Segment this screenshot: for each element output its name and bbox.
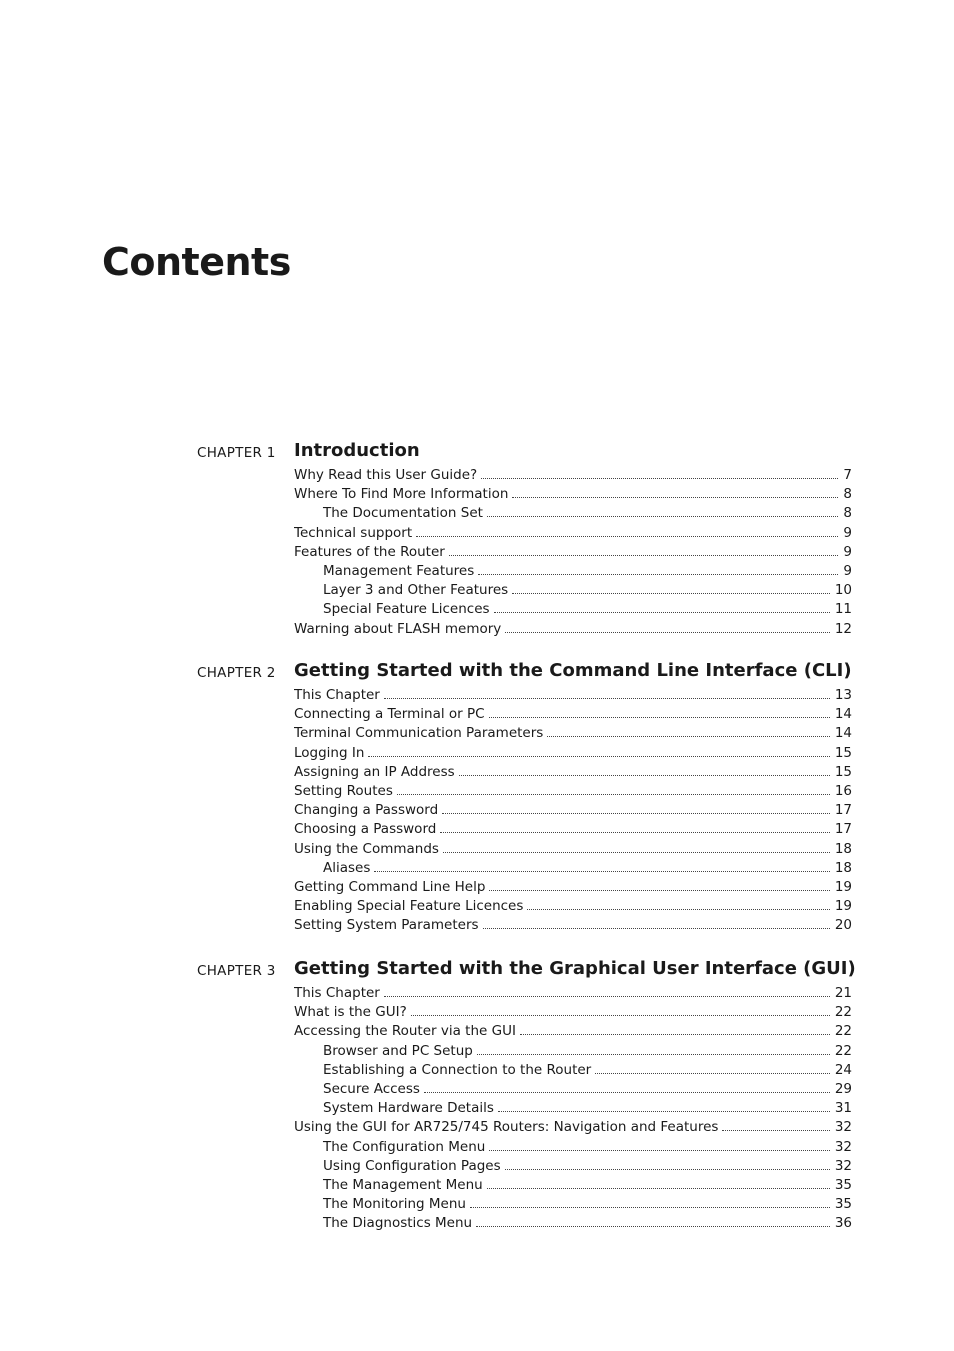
toc-entry-page-number: 9 <box>843 524 852 541</box>
toc-entry-title: Accessing the Router via the GUI <box>294 1023 516 1040</box>
toc-entry-title: Using Configuration Pages <box>323 1157 501 1174</box>
toc-entry-page-number: 36 <box>834 1215 852 1232</box>
toc-entry-page-number: 32 <box>834 1119 852 1136</box>
dot-leader <box>505 632 830 633</box>
chapter-1-entries <box>294 467 852 640</box>
toc-entry[interactable] <box>294 1177 852 1196</box>
toc-entry-title: The Diagnostics Menu <box>323 1215 473 1232</box>
toc-entry-page-number: 24 <box>834 1061 852 1078</box>
dot-leader <box>489 717 830 718</box>
dot-leader <box>443 852 830 853</box>
toc-entry[interactable] <box>294 802 852 821</box>
toc-entry[interactable] <box>294 1100 852 1119</box>
toc-entry-title: Using the GUI for AR725/745 Routers: Navigation and Features <box>294 1119 719 1136</box>
toc-entry-page-number: 14 <box>834 725 852 742</box>
toc-entry-title: Establishing a Connection to the Router <box>323 1061 592 1078</box>
toc-entry[interactable] <box>294 1196 852 1215</box>
dot-leader <box>384 698 830 699</box>
dot-leader <box>440 832 829 833</box>
toc-entry[interactable] <box>294 764 852 783</box>
toc-entry-page-number: 22 <box>834 1004 852 1021</box>
toc-entry-title: Choosing a Password <box>294 821 437 838</box>
toc-entry-title: The Configuration Menu <box>323 1138 486 1155</box>
dot-leader <box>489 1150 830 1151</box>
toc-entry-title: Management Features <box>323 562 475 579</box>
dot-leader <box>494 612 830 613</box>
toc-entry[interactable] <box>294 601 852 620</box>
toc-entry-title: Assigning an IP Address <box>294 763 455 780</box>
toc-entry-title: Special Feature Licences <box>323 601 490 618</box>
toc-entry-page-number: 22 <box>834 1042 852 1059</box>
toc-entry-page-number: 18 <box>834 840 852 857</box>
toc-entry-page-number: 9 <box>843 543 852 560</box>
toc-entry-page-number: 32 <box>834 1157 852 1174</box>
dot-leader <box>424 1092 830 1093</box>
toc-entry[interactable] <box>294 917 852 936</box>
toc-entry-title: Using the Commands <box>294 840 439 857</box>
toc-entry[interactable] <box>294 525 852 544</box>
dot-leader <box>505 1169 830 1170</box>
dot-leader <box>547 736 830 737</box>
toc-entry-title: Setting System Parameters <box>294 917 479 934</box>
toc-entry-title: Features of the Router <box>294 543 445 560</box>
toc-entry[interactable] <box>294 985 852 1004</box>
toc-entry[interactable] <box>294 621 852 640</box>
dot-leader <box>489 890 829 891</box>
page-title: Contents <box>102 240 291 284</box>
toc-entry[interactable] <box>294 725 852 744</box>
toc-entry-page-number: 12 <box>834 620 852 637</box>
chapter-label: CHAPTER 1 <box>197 445 276 461</box>
chapter-label: CHAPTER 2 <box>197 665 276 681</box>
dot-leader <box>477 1054 830 1055</box>
toc-entry[interactable] <box>294 860 852 879</box>
dot-leader <box>527 909 829 910</box>
toc-entry-page-number: 8 <box>843 505 852 522</box>
dot-leader <box>384 996 830 997</box>
toc-entry-page-number: 10 <box>834 582 852 599</box>
toc-entry[interactable] <box>294 1139 852 1158</box>
dot-leader <box>595 1073 830 1074</box>
dot-leader <box>470 1207 830 1208</box>
toc-entry-page-number: 15 <box>834 763 852 780</box>
toc-entry-page-number: 7 <box>843 467 852 483</box>
dot-leader <box>449 555 839 556</box>
chapter-heading: Getting Started with the Graphical User Interface (GUI) <box>294 958 856 979</box>
dot-leader <box>520 1034 830 1035</box>
toc-entry-title: This Chapter <box>294 985 380 1001</box>
toc-entry-title: Setting Routes <box>294 782 393 799</box>
toc-entry[interactable] <box>294 821 852 840</box>
toc-entry-title: The Monitoring Menu <box>323 1196 466 1213</box>
toc-entry-title: Secure Access <box>323 1080 420 1097</box>
toc-entry-page-number: 16 <box>834 782 852 799</box>
toc-entry[interactable] <box>294 1081 852 1100</box>
toc-entry-title: Browser and PC Setup <box>323 1042 473 1059</box>
toc-entry-page-number: 32 <box>834 1138 852 1155</box>
toc-entry-title: Aliases <box>323 859 371 876</box>
dot-leader <box>478 574 838 575</box>
toc-entry[interactable] <box>294 783 852 802</box>
toc-entry-title: Why Read this User Guide? <box>294 467 478 483</box>
toc-entry-page-number: 35 <box>834 1196 852 1213</box>
toc-entry-page-number: 9 <box>843 562 852 579</box>
toc-entry[interactable] <box>294 1062 852 1081</box>
dot-leader <box>368 756 829 757</box>
toc-entry[interactable] <box>294 1004 852 1023</box>
chapter-2-entries <box>294 687 852 936</box>
toc-entry-page-number: 11 <box>834 601 852 618</box>
toc-entry-title: Terminal Communication Parameters <box>294 725 544 742</box>
dot-leader <box>483 928 830 929</box>
toc-entry[interactable] <box>294 706 852 725</box>
toc-entry[interactable] <box>294 898 852 917</box>
dot-leader <box>512 593 830 594</box>
toc-entry-title: Logging In <box>294 744 365 761</box>
toc-entry-title: This Chapter <box>294 687 380 703</box>
toc-entry-title: Layer 3 and Other Features <box>323 582 509 599</box>
toc-entry-title: Where To Find More Information <box>294 486 509 503</box>
chapter-label: CHAPTER 3 <box>197 963 276 979</box>
dot-leader <box>397 794 830 795</box>
dot-leader <box>487 516 838 517</box>
dot-leader <box>459 775 830 776</box>
toc-entry[interactable] <box>294 1023 852 1042</box>
chapter-3-entries <box>294 985 852 1234</box>
toc-entry-page-number: 19 <box>834 898 852 915</box>
toc-entry[interactable] <box>294 687 852 706</box>
toc-entry-title: The Documentation Set <box>323 505 483 522</box>
toc-entry-page-number: 21 <box>834 985 852 1001</box>
toc-entry-title: Connecting a Terminal or PC <box>294 706 485 723</box>
toc-entry-page-number: 29 <box>834 1080 852 1097</box>
toc-entry-title: System Hardware Details <box>323 1100 494 1117</box>
toc-entry[interactable] <box>294 544 852 563</box>
toc-entry-page-number: 22 <box>834 1023 852 1040</box>
toc-entry-page-number: 17 <box>834 802 852 819</box>
dot-leader <box>374 871 829 872</box>
dot-leader <box>411 1015 830 1016</box>
toc-entry-title: The Management Menu <box>323 1176 483 1193</box>
dot-leader <box>498 1111 830 1112</box>
toc-entry[interactable] <box>294 467 852 486</box>
toc-entry-title: Getting Command Line Help <box>294 878 486 895</box>
toc-entry-page-number: 18 <box>834 859 852 876</box>
dot-leader <box>481 478 838 479</box>
toc-entry[interactable] <box>294 486 852 505</box>
toc-entry[interactable] <box>294 879 852 898</box>
toc-entry-title: Technical support <box>294 524 413 541</box>
toc-entry[interactable] <box>294 563 852 582</box>
toc-entry[interactable] <box>294 745 852 764</box>
toc-entry-title: Enabling Special Feature Licences <box>294 898 524 915</box>
toc-entry-page-number: 14 <box>834 706 852 723</box>
dot-leader <box>487 1188 830 1189</box>
toc-entry[interactable] <box>294 1215 852 1234</box>
toc-entry[interactable] <box>294 505 852 524</box>
toc-entry[interactable] <box>294 841 852 860</box>
toc-entry-page-number: 20 <box>834 917 852 934</box>
toc-entry-page-number: 8 <box>843 486 852 503</box>
dot-leader <box>476 1226 830 1227</box>
toc-entry[interactable] <box>294 582 852 601</box>
toc-entry-page-number: 31 <box>834 1100 852 1117</box>
toc-entry-page-number: 19 <box>834 878 852 895</box>
toc-entry-title: What is the GUI? <box>294 1004 407 1021</box>
toc-entry-page-number: 15 <box>834 744 852 761</box>
toc-entry-title: Warning about FLASH memory <box>294 620 502 637</box>
toc-entry[interactable] <box>294 1119 852 1138</box>
dot-leader <box>442 813 830 814</box>
toc-entry[interactable] <box>294 1043 852 1062</box>
dot-leader <box>722 1130 829 1131</box>
toc-entry[interactable] <box>294 1158 852 1177</box>
dot-leader <box>416 536 838 537</box>
dot-leader <box>512 497 838 498</box>
chapter-heading: Getting Started with the Command Line Interface (CLI) <box>294 660 852 681</box>
toc-entry-page-number: 17 <box>834 821 852 838</box>
chapter-heading: Introduction <box>294 440 420 461</box>
toc-entry-page-number: 35 <box>834 1176 852 1193</box>
toc-entry-page-number: 13 <box>834 687 852 703</box>
toc-entry-title: Changing a Password <box>294 802 439 819</box>
